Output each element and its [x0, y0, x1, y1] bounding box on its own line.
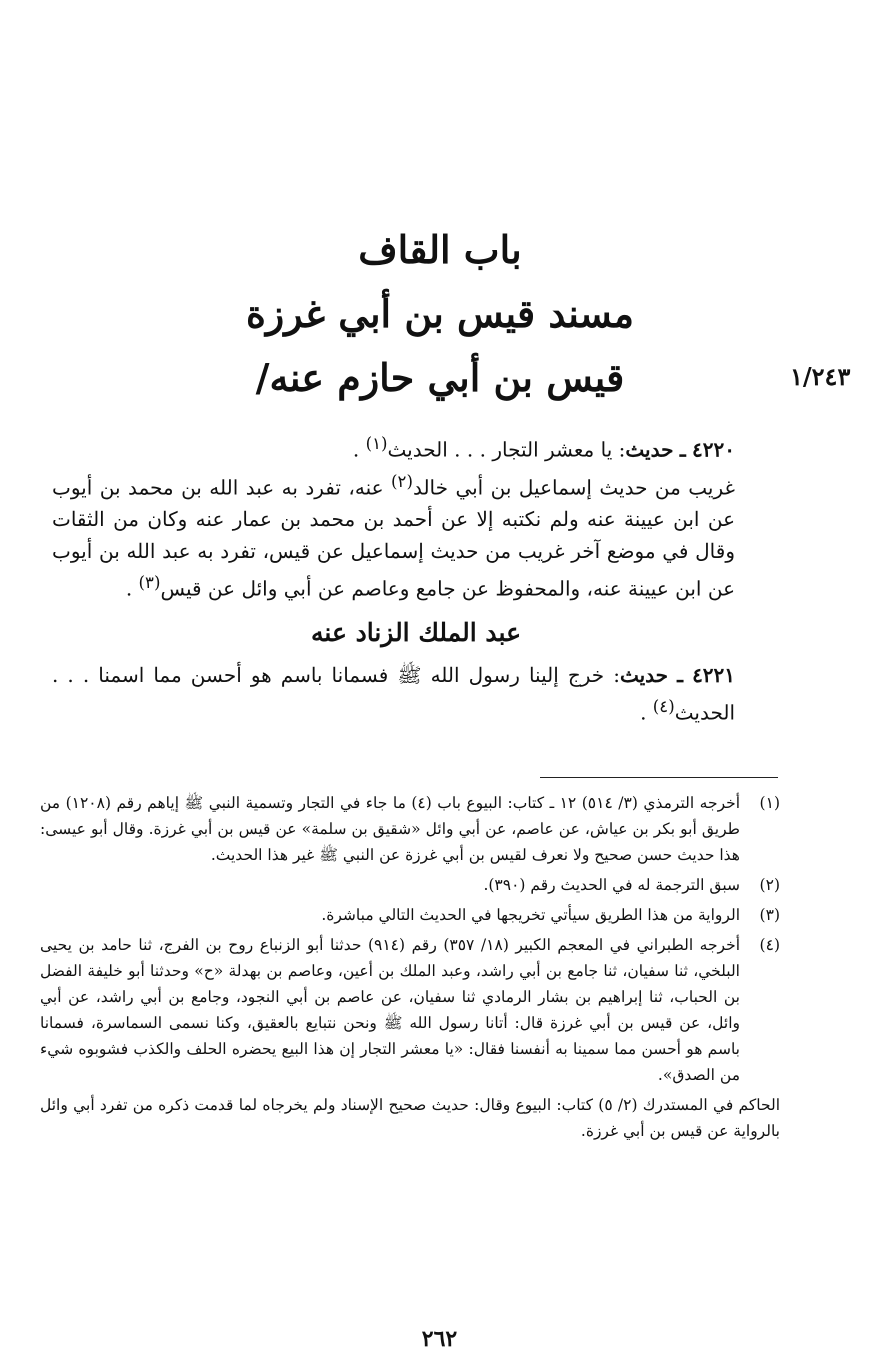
footnote-number: (١) [759, 794, 780, 812]
musnad-title: مسند قيس بن أبي غرزة [245, 291, 635, 336]
hadith-number: ٤٢٢١ [692, 662, 736, 687]
footnote-marker: (٢) [391, 471, 413, 491]
page-number: ٢٦٢ [421, 1326, 458, 1352]
commentary-paragraph [52, 466, 780, 605]
footnote-marker: (١) [365, 434, 388, 453]
commentary-part: غريب من حديث إسماعيل بن أبي خالد [412, 475, 735, 500]
footnote [40, 872, 780, 898]
footnote-number: (٤) [759, 936, 780, 954]
footnote [40, 932, 780, 1088]
hadith-end: . [640, 700, 653, 725]
hadith-text: : يا معشر التجار . . . الحديث [387, 437, 626, 462]
footnote [40, 902, 780, 928]
footnote [40, 790, 780, 868]
footnote-text: أخرجه الطبراني في المعجم الكبير (١٨/ ٣٥٧) رقم (٩١٤) حدثنا أبو الزنباع روح بن الفرج، ثنا حامد بن يحيى البلخي، ثنا سفيان، ثنا جامع بن أبي راشد، وعبد الملك بن أعين، وعاصم بن بهدلة «ح» وحدثنا أبو خليفة الفضل بن الحباب، ثنا إبراهيم بن بشار الرمادي ثنا سفيان، عن عاصم بن أبي النجود، وجامع بن أبي راشد، عن أبي وائل، عن قيس بن أبي غرزة قال: أتانا رسول الله ﷺ ونحن نتبايع بالعقيق، وكنا نسمى السماسرة، فسمانا باسم هو أحسن مما سمينا به أنفسنا فقال: «يا معشر التجار إن هذا البيع يحضره الحلف والكذب فشوبوه شيء من الصدق». [40, 936, 740, 1084]
hadith-4220 [52, 428, 780, 466]
main-text [52, 428, 780, 729]
footnote-number: (٢) [759, 876, 780, 894]
commentary-end: . [125, 576, 139, 601]
footnote-separator [540, 777, 778, 778]
footnote-text: سبق الترجمة له في الحديث رقم (٣٩٠). [483, 876, 740, 894]
footnote-text: أخرجه الترمذي (٣/ ٥١٤) ١٢ ـ كتاب: البيوع باب (٤) ما جاء في التجار وتسمية النبي ﷺ إياهم رقم (١٢٠٨) من طريق أبو بكر بن عياش، عن عاصم، عن أبي وائل «شقيق بن سلمة» عن قيس بن أبي غرزة. وقال أبو عيسى: هذا حديث حسن صحيح ولا نعرف لقيس بن أبي غرزة عن النبي ﷺ غير هذا الحديث. [40, 794, 741, 864]
hadith-end: . [352, 437, 366, 462]
footnote-marker: (٤) [652, 696, 675, 716]
hadith-dash: ـ [677, 662, 683, 687]
hadith-number: ٤٢٢٠ [692, 437, 735, 462]
hadith-4221 [52, 659, 780, 729]
chapter-title: باب القاف [358, 227, 522, 272]
footnote-marker: (٣) [138, 573, 161, 593]
footnote-text: الرواية من هذا الطريق سيأتي تخريجها في الحديث التالي مباشرة. [321, 906, 740, 924]
hadith-label: حديث [625, 437, 674, 462]
footnote-continuation: الحاكم في المستدرك (٢/ ٥) كتاب: البيوع وقال: حديث صحيح الإسناد ولم يخرجاه لما قدمت ذكره من تفرد أبي وائل بالرواية عن قيس بن أبي غرزة. [40, 1096, 780, 1140]
chapter-titles [120, 218, 760, 410]
margin-manuscript-ref: ١/٢٤٣ [790, 362, 851, 391]
footnotes [40, 790, 780, 1144]
hadith-text: : خرج إلينا رسول الله ﷺ فسمانا باسم هو أحسن مما اسمنا . . . الحديث [52, 662, 735, 725]
commentary-part: عنه، تفرد به عبد الله بن محمد بن أيوب عن ابن عيينة عنه ولم نكتبه إلا عن أحمد بن محمد بن عمار عنه وكان من الثقات وقال في موضع آخر غريب من حديث إسماعيل عن قيس، تفرد به عبد الله بن أيوب عن ابن عيينة عنه، والمحفوظ عن جامع وعاصم عن أبي وائل عن قيس [52, 475, 735, 601]
footnote-number: (٣) [759, 906, 780, 924]
narrator-title: قيس بن أبي حازم عنه/ [255, 355, 625, 400]
hadith-dash: ـ [679, 437, 686, 462]
section-heading: عبد الملك الزناد عنه [311, 617, 521, 647]
hadith-label: حديث [619, 662, 669, 687]
